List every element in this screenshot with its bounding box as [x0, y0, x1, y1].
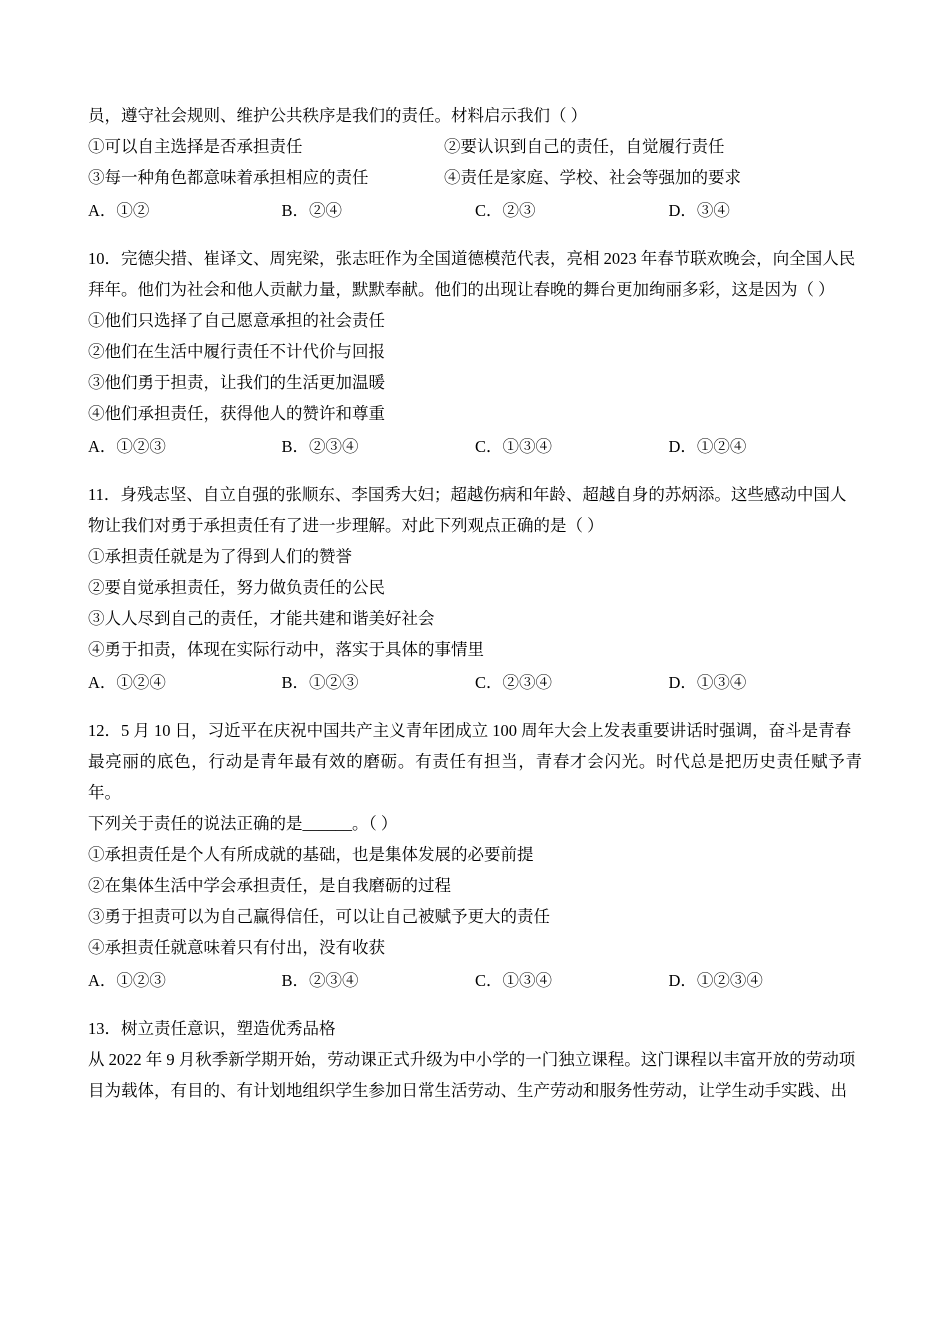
answer-choice-c[interactable]: C．②③④ [475, 673, 553, 692]
question-stem-line: 下列关于责任的说法正确的是______。（ ） [88, 814, 398, 833]
sub-option: ④承担责任就意味着只有付出，没有收获 [88, 938, 385, 957]
question-block-q9-continued [88, 100, 862, 226]
sub-option: ②要认识到自己的责任，自觉履行责任 [444, 137, 725, 156]
question-body-line: 目为载体，有目的、有计划地组织学生参加日常生活劳动、生产劳动和服务性劳动，让学生动手实践、出 [88, 1081, 847, 1100]
question-stem-line: 拜年。他们为社会和他人贡献力量，默默奉献。他们的出现让春晚的舞台更加绚丽多彩，这是因为（ ） [88, 280, 835, 299]
answer-choices [88, 431, 862, 462]
sub-option: ①可以自主选择是否承担责任 [88, 137, 303, 156]
question-body-line: 从 2022 年 9 月秋季新学期开始，劳动课正式升级为中小学的一门独立课程。这门课程以丰富开放的劳动项 [88, 1050, 856, 1069]
answer-choice-d[interactable]: D．①③④ [668, 673, 747, 692]
answer-choice-c[interactable]: C．②③ [475, 201, 536, 220]
question-stem-line: 11．身残志坚、自立自强的张顺东、李国秀大妇；超越伤病和年龄、超越自身的苏炳添。这些感动中国人 [88, 485, 847, 504]
sub-option: ③勇于担责可以为自己赢得信任，可以让自己被赋予更大的责任 [88, 907, 550, 926]
sub-option: ④他们承担责任，获得他人的赞许和尊重 [88, 404, 385, 423]
question-block-q12 [88, 715, 862, 996]
question-block-q11 [88, 479, 862, 698]
answer-choice-d[interactable]: D．①②④ [668, 437, 747, 456]
sub-option: ①承担责任是个人有所成就的基础，也是集体发展的必要前提 [88, 845, 534, 864]
answer-choice-c[interactable]: C．①③④ [475, 971, 553, 990]
question-title: 13．树立责任意识，塑造优秀品格 [88, 1019, 336, 1038]
answer-choice-a[interactable]: A．①②③ [88, 971, 166, 990]
sub-option: ③每一种角色都意味着承担相应的责任 [88, 168, 369, 187]
answer-choice-a[interactable]: A．①② [88, 201, 150, 220]
answer-choices [88, 667, 862, 698]
sub-option: ①他们只选择了自己愿意承担的社会责任 [88, 311, 385, 330]
question-stem: 员，遵守社会规则、维护公共秩序是我们的责任。材料启示我们（ ） [88, 106, 588, 125]
answer-choice-b[interactable]: B．②③④ [281, 971, 359, 990]
question-block-q10 [88, 243, 862, 462]
answer-choice-b[interactable]: B．②③④ [281, 437, 359, 456]
answer-choices [88, 965, 862, 996]
question-stem-line: 12．5 月 10 日，习近平在庆祝中国共产主义青年团成立 100 周年大会上发表重要讲话时强调，奋斗是青春 [88, 721, 852, 740]
question-sub-options-row [88, 131, 862, 162]
answer-choice-d[interactable]: D．③④ [668, 201, 730, 220]
sub-option: ③人人尽到自己的责任，才能共建和谐美好社会 [88, 609, 435, 628]
answer-choice-a[interactable]: A．①②③ [88, 437, 166, 456]
question-block-q13 [88, 1013, 862, 1106]
sub-option: ①承担责任就是为了得到人们的赞誉 [88, 547, 352, 566]
question-sub-options-row [88, 162, 862, 193]
question-stem-line: 最亮丽的底色，行动是青年最有效的磨砺。有责任有担当，青春才会闪光。时代总是把历史责任赋予青年。 [88, 752, 862, 802]
question-stem-line: 10．完德尖措、崔译文、周宪梁，张志旺作为全国道德模范代表，亮相 2023 年春节联欢晚会，向全国人民 [88, 249, 856, 268]
sub-option: ②要自觉承担责任，努力做负责任的公民 [88, 578, 385, 597]
sub-option: ④责任是家庭、学校、社会等强加的要求 [444, 168, 742, 187]
question-stem-line: 物让我们对勇于承担责任有了进一步理解。对此下列观点正确的是（ ） [88, 516, 604, 535]
sub-option: ④勇于扣责，体现在实际行动中，落实于具体的事情里 [88, 640, 484, 659]
answer-choice-b[interactable]: B．①②③ [281, 673, 359, 692]
answer-choices [88, 195, 862, 226]
answer-choice-c[interactable]: C．①③④ [475, 437, 553, 456]
answer-choice-d[interactable]: D．①②③④ [668, 971, 763, 990]
answer-choice-b[interactable]: B．②④ [281, 201, 343, 220]
sub-option: ③他们勇于担责，让我们的生活更加温暖 [88, 373, 385, 392]
sub-option: ②在集体生活中学会承担责任，是自我磨砺的过程 [88, 876, 451, 895]
sub-option: ②他们在生活中履行责任不计代价与回报 [88, 342, 385, 361]
answer-choice-a[interactable]: A．①②④ [88, 673, 166, 692]
